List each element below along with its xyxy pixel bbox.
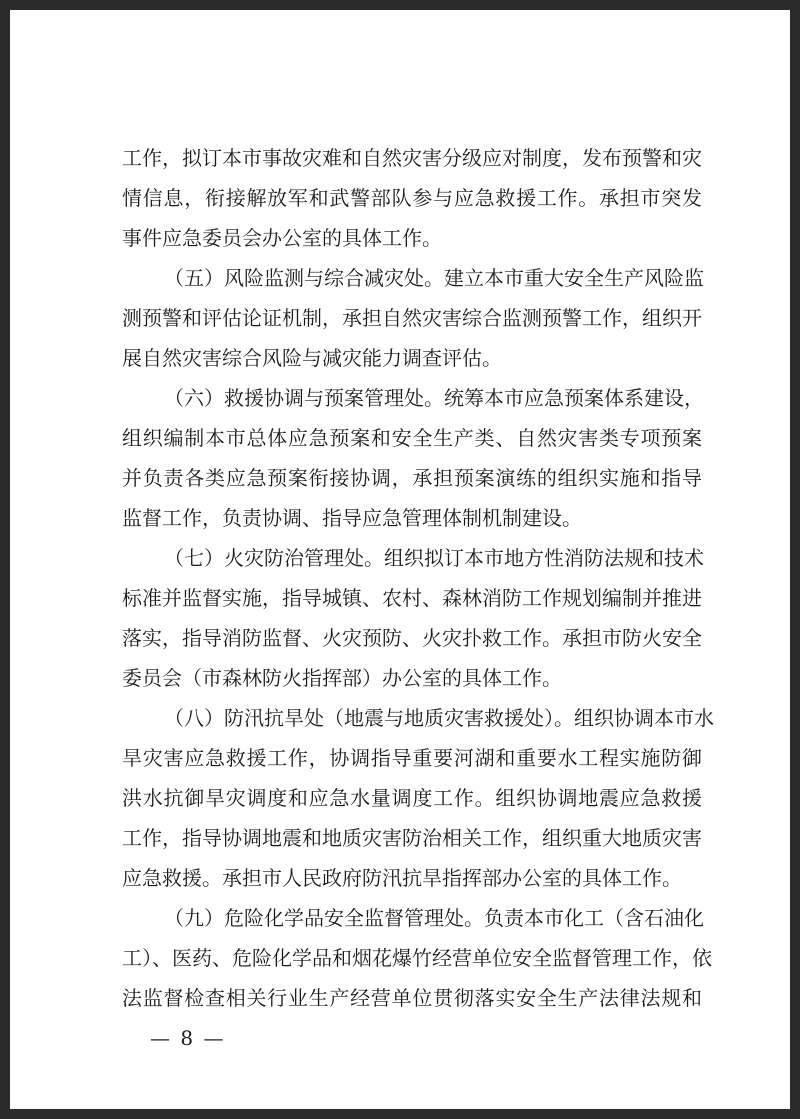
text-line: 委员会（市森林防火指挥部）办公室的具体工作。 bbox=[122, 666, 562, 690]
paragraph-section-9 bbox=[122, 898, 712, 1018]
text-line: 旱灾害应急救援工作，协调指导重要河湖和重要水工程实施防御 bbox=[122, 746, 702, 770]
text-line: 监督工作，负责协调、指导应急管理体制机制建设。 bbox=[122, 506, 582, 530]
text-line: 应急救援。承担市人民政府防汛抗旱指挥部办公室的具体工作。 bbox=[122, 866, 682, 890]
text-line: 落实，指导消防监督、火灾预防、火灾扑救工作。承担市防火安全 bbox=[122, 626, 702, 650]
text-line: （九）危险化学品安全监督管理处。负责本市化工（含石油化 bbox=[164, 906, 704, 930]
text-line: 情信息，衔接解放军和武警部队参与应急救援工作。承担市突发 bbox=[122, 186, 702, 210]
page-number: — 8 — bbox=[150, 1026, 226, 1050]
text-line: 测预警和评估论证机制，承担自然灾害综合监测预警工作，组织开 bbox=[122, 306, 702, 330]
text-line: 工）、医药、危险化学品和烟花爆竹经营单位安全监督管理工作，依 bbox=[122, 946, 712, 970]
body-text bbox=[122, 138, 714, 1018]
paragraph-continuation bbox=[122, 138, 702, 258]
text-line: 事件应急委员会办公室的具体工作。 bbox=[122, 226, 442, 250]
text-line: 工作，拟订本市事故灾难和自然灾害分级应对制度，发布预警和灾 bbox=[122, 146, 702, 170]
document-page bbox=[10, 10, 790, 1109]
text-line: 并负责各类应急预案衔接协调，承担预案演练的组织实施和指导 bbox=[122, 466, 702, 490]
paragraph-section-6 bbox=[122, 378, 702, 538]
text-line: 标准并监督实施，指导城镇、农村、森林消防工作规划编制并推进 bbox=[122, 586, 702, 610]
text-line: （五）风险监测与综合减灾处。建立本市重大安全生产风险监 bbox=[164, 266, 704, 290]
paragraph-section-8 bbox=[122, 698, 714, 898]
text-line: 法监督检查相关行业生产经营单位贯彻落实安全生产法律法规和 bbox=[122, 986, 702, 1010]
text-line: （八）防汛抗旱处（地震与地质灾害救援处）。组织协调本市水 bbox=[164, 706, 714, 730]
paragraph-section-7 bbox=[122, 538, 702, 698]
text-line: 展自然灾害综合风险与减灾能力调查评估。 bbox=[122, 346, 502, 370]
paragraph-section-5 bbox=[122, 258, 702, 378]
text-line: 工作，指导协调地震和地质灾害防治相关工作，组织重大地质灾害 bbox=[122, 826, 702, 850]
text-line: （七）火灾防治管理处。组织拟订本市地方性消防法规和技术 bbox=[164, 546, 704, 570]
text-line: （六）救援协调与预案管理处。统筹本市应急预案体系建设， bbox=[164, 386, 704, 410]
text-line: 组织编制本市总体应急预案和安全生产类、自然灾害类专项预案 bbox=[122, 426, 702, 450]
text-line: 洪水抗御旱灾调度和应急水量调度工作。组织协调地震应急救援 bbox=[122, 786, 702, 810]
